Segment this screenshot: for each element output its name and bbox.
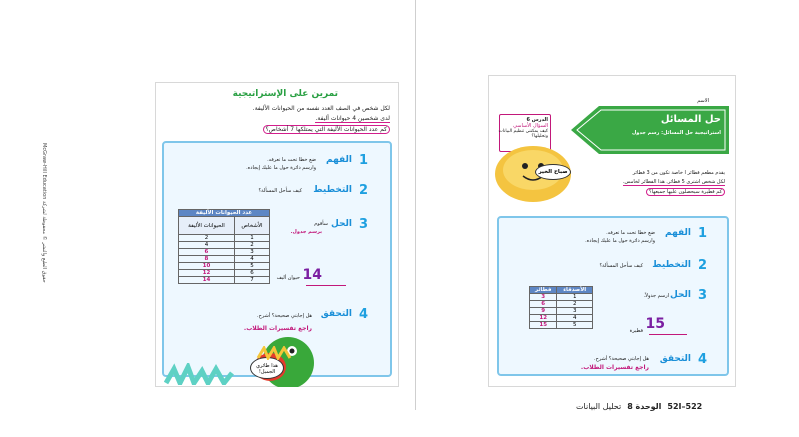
step4-text2: راجع تفسيرات الطلاب. [243,325,312,332]
practice-title: تمرين على الإستراتيجية [232,89,338,99]
practice-page [155,82,399,387]
pies-cell: 6 [530,301,557,308]
pies-cell: 15 [530,322,557,329]
pies-cell: 9 [530,308,557,315]
lesson-label: الدرس 6 [526,117,548,123]
footer-unit: الوحدة 8 [627,402,662,411]
pies-cell: 1 [557,294,593,301]
step2-number: 2 [358,183,368,198]
pies-cell: 2 [557,301,593,308]
pies-cell: 12 [530,315,557,322]
step1-label: الفهم [326,155,352,165]
lesson-q2: كيف يمكنني تنظيم البيانات [498,129,548,134]
step4-text1: هل إجابتي صحيحة؟ أشرح. [257,313,312,319]
problem-line1: يقدم مطعم فطائر ا خاصة تكون من 3 فطائر [632,170,725,176]
r-step1-label: الفهم [665,228,691,238]
footer-unit-title: تحليل البيانات [576,402,622,411]
pets-table-title: عدد الحيوانات الأليفة [179,210,270,217]
pies-table-h1: الأصدقاء [557,287,593,294]
pets-cell: 10 [179,263,235,270]
step2-label: التخطيط [313,185,352,195]
problem-line3: كم فطيرة سيحصلون عليها جميعها؟ [646,188,725,196]
step3-label: الحل [331,219,352,229]
pets-table-h1: الأشخاص [234,217,269,235]
step3-text1: سأقوم [314,221,328,227]
r-step4-number: 4 [697,352,707,367]
pets-cell: 12 [179,270,235,277]
name-label: الاسم [697,98,709,104]
r-step2-text: كيف سأحل المسألة؟ [599,263,643,269]
r-step1-text1: ضع خطا تحت ما تعرفه. [606,230,655,236]
pets-cell: 6 [234,270,269,277]
step1-text2: وارسم دائرة حول ما عليك إيجاده. [246,165,316,171]
pets-table [178,209,270,284]
pies-table-h2: فطائر [530,287,557,294]
pets-cell: 7 [234,277,269,284]
practice-problem-line2: لدى شخصين 4 حيوانات أليفة. [315,115,390,122]
arrow-subtitle: استراتيجية حل المسائل: رسم جدول [631,130,721,136]
arrow-title: حل المسائل [660,114,721,125]
pies-table [529,286,593,329]
answer-unit: فطيرة [629,328,643,334]
r-step3-label: الحل [670,290,691,300]
r-step4-label: التحقق [659,354,691,364]
practice-answer-number: 14 [302,267,322,283]
practice-answer-unit: حيوان أليف [276,275,300,281]
pets-table-h2: الحيوانات الأليفة [179,217,235,235]
r-step2-label: التخطيط [652,260,691,270]
pies-cell: 5 [557,322,593,329]
pies-cell: 3 [557,308,593,315]
page-footer [576,402,702,411]
practice-problem-line3: كم عدد الحيوانات الأليفة التي يمتلكها 7 أشخاص؟ [263,125,391,134]
pets-cell: 2 [179,235,235,242]
pets-cell: 2 [234,242,269,249]
footer-pages: 522–52I [667,402,703,411]
greeting-bubble [535,164,571,180]
pets-cell: 4 [234,256,269,263]
pets-cell: 4 [179,242,235,249]
step2-text: كيف سأحل المسألة؟ [258,188,302,194]
lesson-q3: وتحليلها؟ [531,134,548,139]
copyright-side-text: McGraw-Hill Education حقوق الطبع والنشر © محفوظة لشركة [41,143,47,283]
answer-line [649,334,687,335]
pets-cell: 5 [234,263,269,270]
pets-cell: 3 [234,249,269,256]
r-step1-text2: وارسم دائرة حول ما عليك إيجاده. [585,238,655,244]
step4-label: التحقق [320,309,352,319]
pies-cell: 3 [530,294,557,301]
speech-bubble [250,357,284,379]
page-gutter [415,0,416,410]
practice-problem-line1: لكل شخص في الصف العدد نفسه من الحيوانات الأليفة. [252,105,390,112]
problem-solving-page [488,75,736,387]
sound-effect-top [256,345,292,359]
r-step3-text: ارسم جدولاً. [643,293,669,299]
r-step4-text1: هل إجابتي صحيحة؟ أشرح. [594,356,649,362]
step3-text2: برسم جدول. [290,229,322,235]
problem-line2: لكل شخص اشترى 5 فطائر. هذا الفطائر لخامس. [622,179,725,185]
lesson-q1: السؤال الأساسي [513,123,548,129]
r-step1-number: 1 [697,226,707,241]
answer-number: 15 [645,316,665,332]
bubble-text: هذا طائري الجميل! [256,363,278,375]
sound-effect-art [164,363,234,385]
pets-cell: 8 [179,256,235,263]
r-step3-number: 3 [697,288,707,303]
pets-cell: 6 [179,249,235,256]
pets-cell: 14 [179,277,235,284]
r-step2-number: 2 [697,258,707,273]
r-step4-text2: راجع تفسيرات الطلاب. [580,364,649,371]
step3-number: 3 [358,217,368,232]
step1-text1: ضع خطا تحت ما تعرفه. [267,157,316,163]
practice-answer-line [306,285,346,286]
greeting-text: صباح الخير [538,169,568,175]
pies-cell: 4 [557,315,593,322]
step4-number: 4 [358,307,368,322]
pets-cell: 1 [234,235,269,242]
step1-number: 1 [358,153,368,168]
